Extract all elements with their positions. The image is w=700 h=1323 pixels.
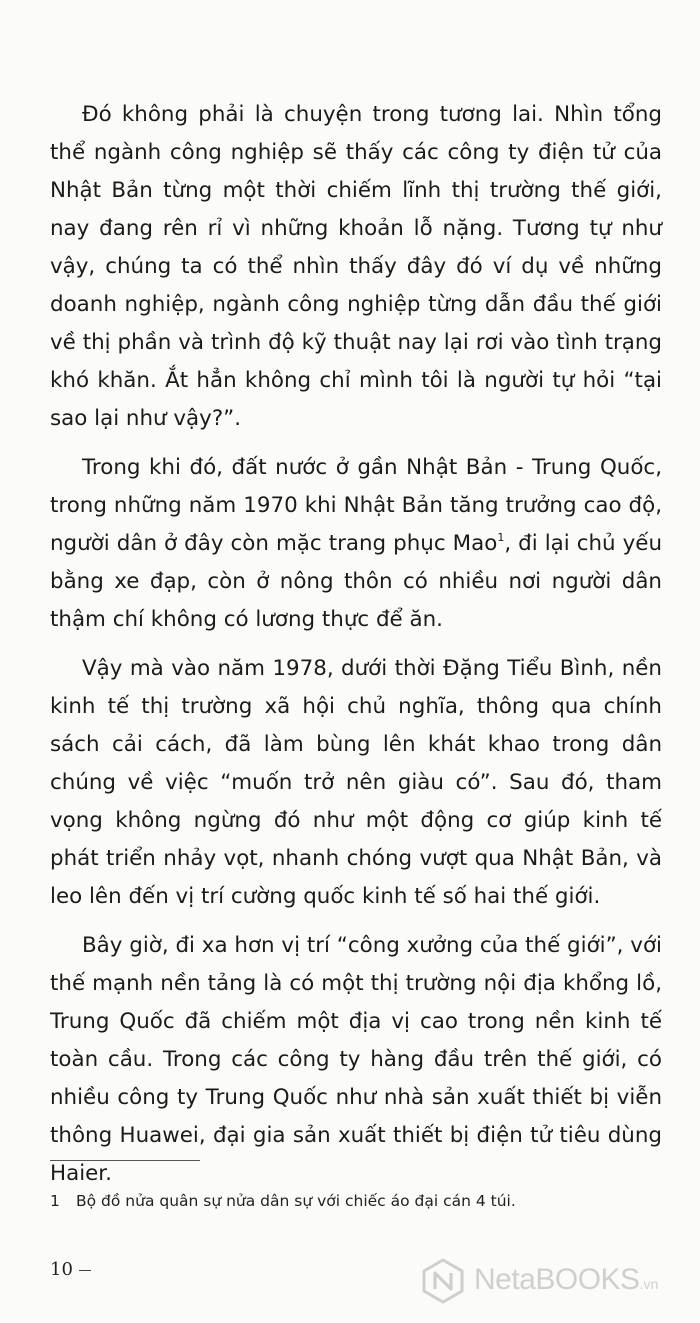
netabooks-logo-icon [420,1258,466,1304]
watermark [420,1258,695,1306]
paragraph-4: Bây giờ, đi xa hơn vị trí “công xưởng của thế giới”, với thế mạnh nền tảng là có một thị trường nội địa khổng lồ, Trung Quốc đã chiếm một địa vị cao trong nền kinh tế toàn cầu. Trong các công ty hàng đầu trên thế giới, có nhiều công ty Trung Quốc như nhà sản xuất thiết bị viễn thông Huawei, đại gia sản xuất thiết bị điện tử tiêu dùng Haier. [50,933,662,1186]
paragraph-2 [50,449,662,639]
paragraph-1: Đó không phải là chuyện trong tương lai. Nhìn tổng thể ngành công nghiệp sẽ thấy các công ty điện tử của Nhật Bản từng một thời chiếm lĩnh thị trường thế giới, nay đang rên rỉ vì những khoản lỗ nặng. Tương tự như vậy, chúng ta có thể nhìn thấy đây đó ví dụ về những doanh nghiệp, ngành công nghiệp từng dẫn đầu thế giới về thị phần và trình độ kỹ thuật nay lại rơi vào tình trạng khó khăn. Ắt hẳn không chỉ mình tôi là người tự hỏi “tại sao lại như vậy?”. [50,102,662,431]
footnote-text: Bộ đồ nửa quân sự nửa dân sự với chiếc áo đại cán 4 túi. [76,1192,516,1210]
footnote-divider [50,1160,200,1161]
paragraph-2-text-before: Trong khi đó, đất nước ở gần Nhật Bản - Trung Quốc, trong những năm 1970 khi Nhật Bản tăng trưởng cao độ, người dân ở đây còn mặc trang phục Mao [50,455,662,556]
page-number-value: 10 [50,1259,73,1280]
body-text [50,96,662,1204]
watermark-text [474,1263,658,1297]
page-number [50,1259,91,1280]
footnote [50,1190,670,1212]
footnote-number: 1 [50,1192,60,1210]
watermark-suffix: .vn [639,1276,659,1292]
paragraph-2-text-after: , đi lại chủ yếu bằng xe đạp, còn ở nông thôn có nhiều nơi người dân thậm chí không có lương thực để ăn. [50,531,663,632]
footnote-reference: 1 [497,531,505,544]
paragraph-3: Vậy mà vào năm 1978, dưới thời Đặng Tiểu Bình, nền kinh tế thị trường xã hội chủ nghĩa, thông qua chính sách cải cách, đã làm bùng lên khát khao trong dân chúng về việc “muốn trở nên giàu có”. Sau đó, tham vọng không ngừng đó như một động cơ giúp kinh tế phát triển nhảy vọt, nhanh chóng vượt qua Nhật Bản, và leo lên đến vị trí cường quốc kinh tế số hai thế giới. [50,656,662,909]
watermark-brand: NetaBOOKS [474,1263,640,1296]
page-number-dash [79,1270,91,1271]
